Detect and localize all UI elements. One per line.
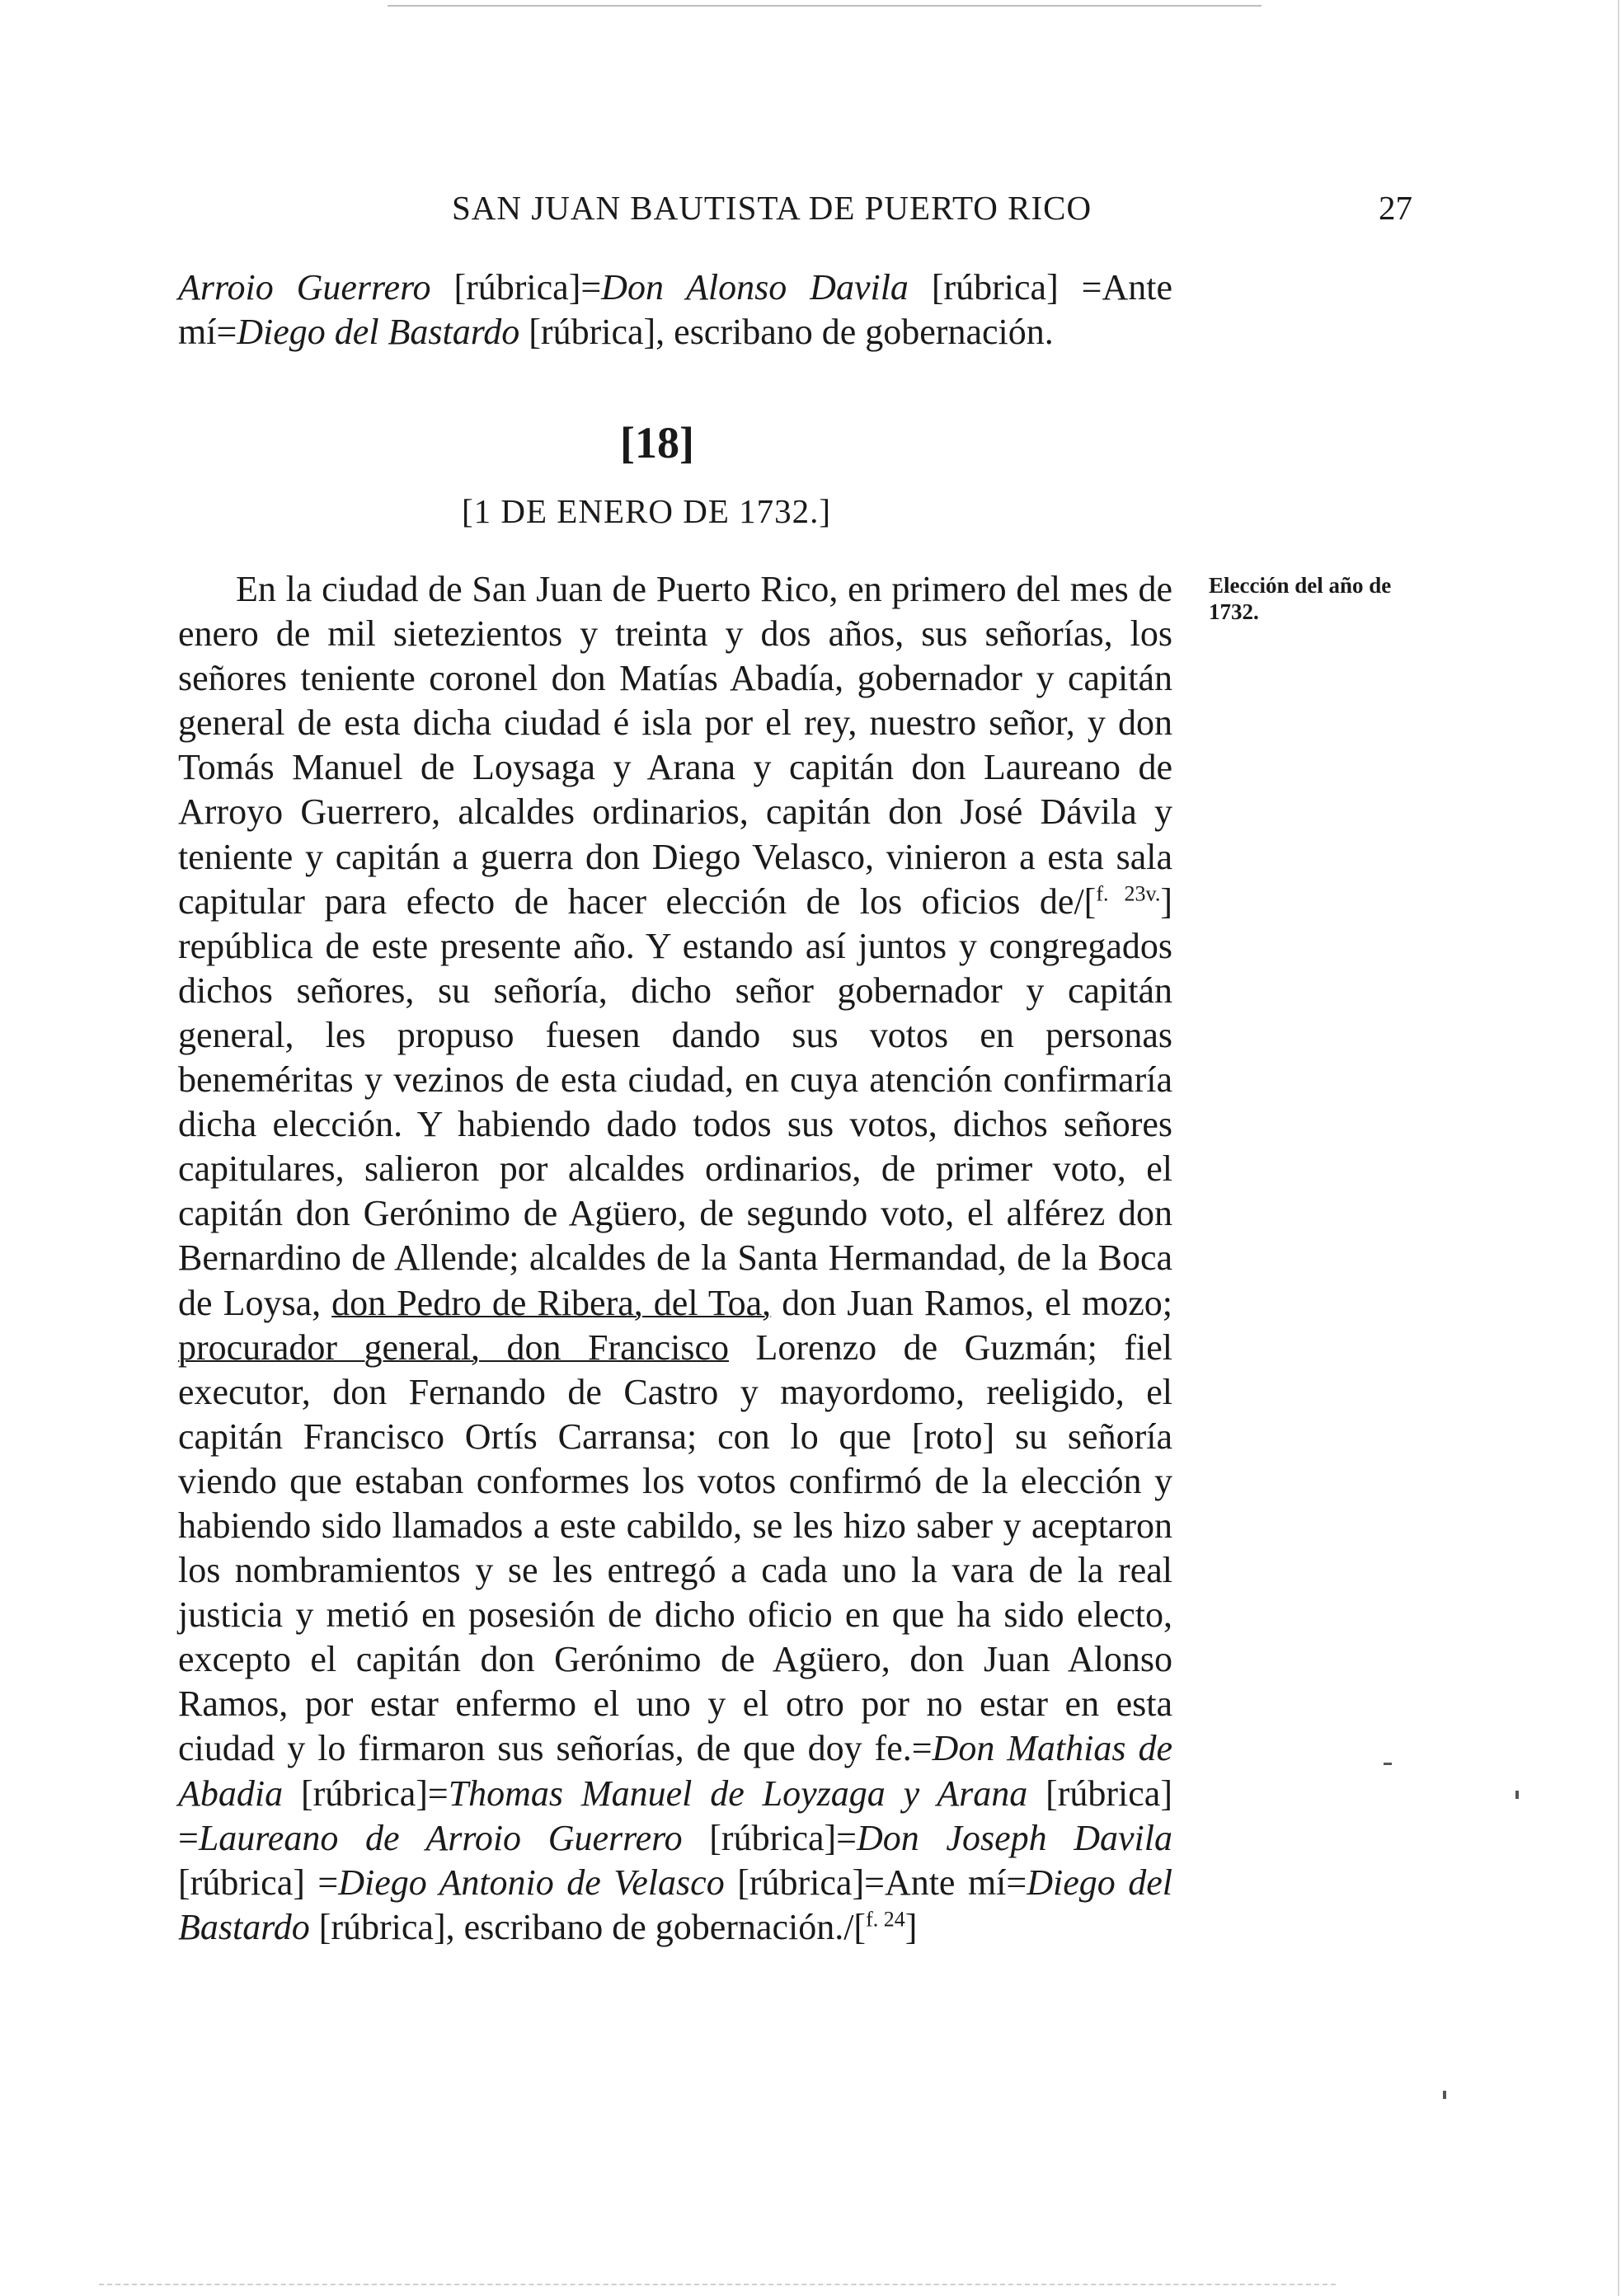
text-run: [rúbrica]=Ante mí= — [724, 1862, 1027, 1903]
margin-note: Elección del año de 1732. — [1209, 573, 1392, 624]
scan-border-bottom — [99, 2284, 1336, 2285]
signature-name: Laureano de Arroio Guerrero — [198, 1817, 683, 1858]
main-document-body — [178, 567, 1172, 1950]
text-run: Lorenzo de Guzmán; fiel executor, don Fernando de Castro y mayordomo, reeligido, el capitán Francisco Ortís Carransa; con lo que [roto] su señoría viendo que estaban conformes los votos confirmó de la elección y habiendo sido llamados a este cabildo, se les hizo saber y aceptaron los nombramientos y se les entregó a cada uno la vara de la real justicia y metió en posesión de dicho oficio en que ha sido electo, excepto el capitán don Gerónimo de Agüero, don Juan Alonso Ramos, por estar enfermo el uno y el otro por no estar en esta ciudad y lo firmaron sus señorías, de que doy fe.= — [178, 1326, 1173, 1769]
folio-marker: f. 24 — [866, 1907, 905, 1932]
text-run: [rúbrica] =Ante mí= — [178, 267, 1172, 353]
folio-marker: f. 23v. — [1096, 881, 1161, 905]
signature-name: Diego del Bastardo — [178, 1862, 1172, 1947]
text-run: ] república de este presente año. Y estando así juntos y congregados dichos señores, su señoría, dicho señor gobernador y capitán general, les propuso fuesen dando sus votos en personas beneméritas y vezinos de esta ciudad, en cuya atención confirmaría dicha elección. Y habiendo dado todos sus votos, dichos señores capitulares, salieron por alcaldes ordinarios, de primer voto, el capitán don Gerónimo de Agüero, de segundo voto, el alférez don Bernardino de Allende; alcaldes de la Santa Hermandad, de la Boca de Loysa, — [178, 880, 1172, 1323]
text-run: En la ciudad de San Juan de Puerto Rico, en primero del mes de enero de mil sietezientos y treinta y dos años, sus señorías, los señores teniente coronel don Matías Abadía, gobernador y capitán general de esta dicha ciudad é isla por el rey, nuestro señor, y don Tomás Manuel de Loysaga y Arana y capitán don Laureano de Arroyo Guerrero, alcaldes ordinarios, capitán don José Dávila y teniente y capitán a guerra don Diego Velasco, vinieron a esta sala capitular para efecto de hacer elección de los oficios de/[ — [178, 569, 1172, 922]
running-head: SAN JUAN BAUTISTA DE PUERTO RICO — [452, 189, 1092, 227]
signature-name: Arroio Guerrero — [178, 267, 431, 308]
stray-ink-mark — [1515, 1791, 1519, 1799]
stray-ink-mark — [1384, 1763, 1392, 1765]
text-run: [rúbrica]= — [283, 1772, 449, 1814]
text-run: [rúbrica]= — [682, 1817, 857, 1858]
underlined-text: procurador general, don Francisco — [178, 1326, 730, 1368]
scan-border-right — [1618, 0, 1619, 2296]
signature-name: Diego del Bastardo — [237, 312, 520, 353]
page-number: 27 — [1379, 189, 1412, 227]
text-run: [rúbrica], escribano de gobernación./[ — [309, 1906, 867, 1947]
document-number: [18] — [620, 418, 694, 467]
closing-paragraph — [178, 265, 1172, 354]
signature-name: Don Mathias de Abadia — [178, 1728, 1172, 1814]
signature-name: Don Joseph Davila — [857, 1817, 1172, 1858]
body-paragraph — [178, 567, 1172, 1950]
scan-border-top — [388, 5, 1262, 7]
signature-name: Thomas Manuel de Loyzaga y Arana — [448, 1772, 1028, 1814]
text-run: [rúbrica] = — [178, 1772, 1172, 1858]
text-run: [rúbrica], escribano de gobernación. — [519, 312, 1054, 353]
document-date: [1 DE ENERO DE 1732.] — [462, 492, 832, 530]
previous-document-closing — [178, 265, 1172, 354]
text-run: ] — [904, 1906, 918, 1947]
stray-ink-mark — [1443, 2091, 1446, 2099]
signature-name: Don Alonso Davila — [601, 267, 909, 308]
text-run: don Juan Ramos, el mozo; — [771, 1282, 1172, 1323]
text-run: [rúbrica]= — [430, 267, 602, 308]
signature-name: Diego Antonio de Velasco — [338, 1862, 725, 1903]
text-run: [rúbrica] = — [178, 1862, 339, 1903]
underlined-text: don Pedro de Ribera, del Toa, — [331, 1282, 772, 1323]
